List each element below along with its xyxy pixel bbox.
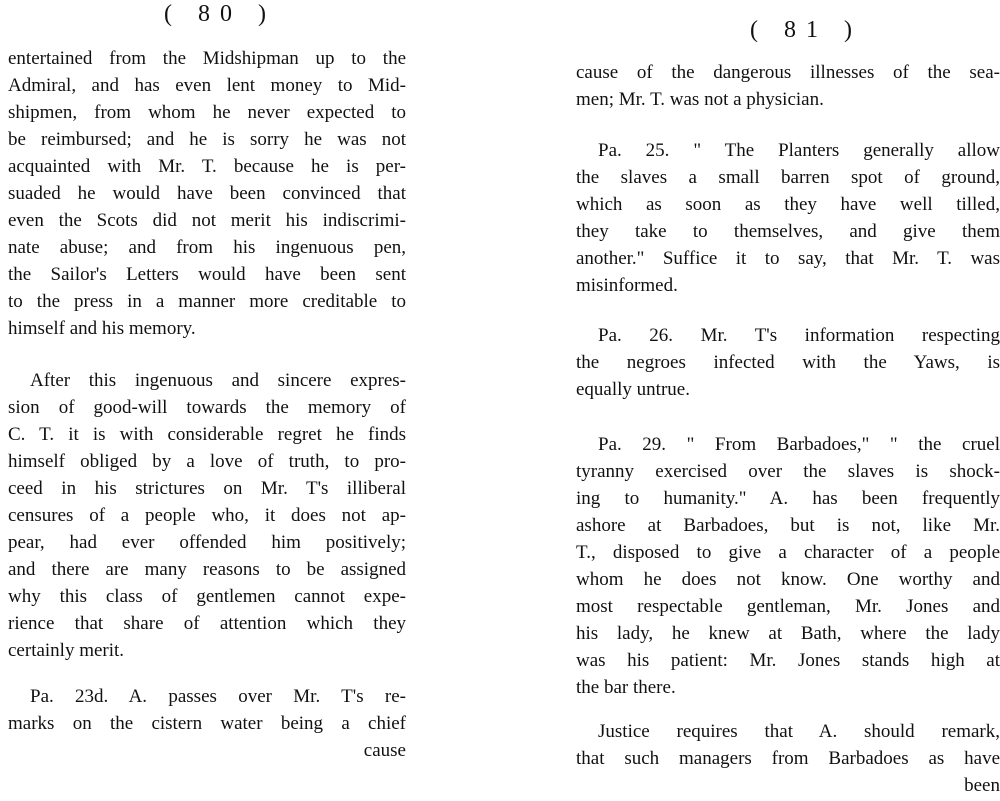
text-line: Pa. 25. " The Planters generally allow <box>598 140 1000 161</box>
text-line: the slaves a small barren spot of ground, <box>576 167 1000 188</box>
text-line: ceed in his strictures on Mr. T's illiberal <box>8 478 406 499</box>
left-paragraph-1 <box>8 45 406 342</box>
catchword-right: been <box>964 775 1000 796</box>
text-line: his lady, he knew at Bath, where the lady <box>576 623 1000 644</box>
left-page <box>0 0 420 801</box>
text-line: marks on the cistern water being a chief <box>8 713 406 734</box>
left-paragraph-3 <box>8 683 406 764</box>
text-line: ing to humanity." A. has been frequently <box>576 488 1000 509</box>
text-line: they take to themselves, and give them <box>576 221 1000 242</box>
text-line: the negroes infected with the Yaws, is <box>576 352 1000 373</box>
text-line: pear, had ever offended him positively; <box>8 532 406 553</box>
text-line: T., disposed to give a character of a people <box>576 542 1000 563</box>
right-paragraph-1 <box>576 59 1000 113</box>
right-paragraph-5 <box>576 718 1000 799</box>
text-line: misinformed. <box>576 275 678 296</box>
text-line: nate abuse; and from his ingenuous pen, <box>8 237 406 258</box>
text-line: why this class of gentlemen cannot expe- <box>8 586 406 607</box>
left-paragraph-2 <box>8 367 406 664</box>
text-line: the bar there. <box>576 677 676 698</box>
text-line: acquainted with Mr. T. because he is per- <box>8 156 406 177</box>
text-line: Pa. 26. Mr. T's information respecting <box>598 325 1000 346</box>
right-paragraph-2 <box>576 137 1000 299</box>
text-line: After this ingenuous and sincere expres- <box>30 370 406 391</box>
right-paragraph-3 <box>576 322 1000 403</box>
page-number-left: ( 80 ) <box>164 1 276 27</box>
text-line: shipmen, from whom he never expected to <box>8 102 406 123</box>
text-line: C. T. it is with considerable regret he finds <box>8 424 406 445</box>
text-line: suaded he would have been convinced that <box>8 183 406 204</box>
text-line: even the Scots did not merit his indiscrimi- <box>8 210 406 231</box>
text-line: whom he does not know. One worthy and <box>576 569 1000 590</box>
text-line: that such managers from Barbadoes as have <box>576 748 1000 769</box>
text-line: another." Suffice it to say, that Mr. T. was <box>576 248 1000 269</box>
text-line: men; Mr. T. was not a physician. <box>576 89 824 110</box>
text-line: Admiral, and has even lent money to Mid- <box>8 75 406 96</box>
catchword-left: cause <box>363 740 406 761</box>
text-line: certainly merit. <box>8 640 125 661</box>
text-line: cause of the dangerous illnesses of the sea- <box>576 62 1000 83</box>
right-page <box>576 0 1000 801</box>
text-line: rience that share of attention which they <box>8 613 406 634</box>
text-line: be reimbursed; and he is sorry he was not <box>8 129 406 150</box>
text-line: to the press in a manner more creditable to <box>8 291 406 312</box>
text-line: Justice requires that A. should remark, <box>598 721 1000 742</box>
text-line: tyranny exercised over the slaves is shock- <box>576 461 1000 482</box>
text-line: Pa. 23d. A. passes over Mr. T's re- <box>30 686 406 707</box>
text-line: sion of good-will towards the memory of <box>8 397 406 418</box>
text-line: ashore at Barbadoes, but is not, like Mr. <box>576 515 1000 536</box>
text-line: most respectable gentleman, Mr. Jones and <box>576 596 1000 617</box>
text-line: which as soon as they have well tilled, <box>576 194 1000 215</box>
text-line: entertained from the Midshipman up to the <box>8 48 406 69</box>
text-line: himself obliged by a love of truth, to pro- <box>8 451 406 472</box>
text-line: the Sailor's Letters would have been sent <box>8 264 406 285</box>
page-number-right: ( 81 ) <box>750 17 862 43</box>
text-line: was his patient: Mr. Jones stands high at <box>576 650 1000 671</box>
text-line: himself and his memory. <box>8 318 196 339</box>
text-line: Pa. 29. " From Barbadoes," " the cruel <box>598 434 1000 455</box>
text-line: censures of a people who, it does not ap- <box>8 505 406 526</box>
text-line: and there are many reasons to be assigned <box>8 559 406 580</box>
text-line: equally untrue. <box>576 379 690 400</box>
right-paragraph-4 <box>576 431 1000 701</box>
